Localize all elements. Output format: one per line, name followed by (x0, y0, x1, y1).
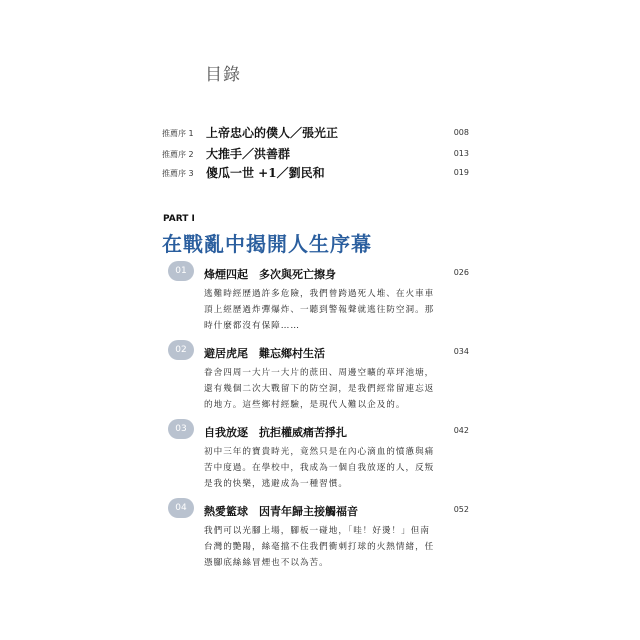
chapter-number-badge: 04 (168, 498, 194, 518)
chapter-page: 034 (453, 347, 469, 356)
chapter-title: 避居虎尾 難忘鄉村生活 (204, 347, 325, 360)
summary-line: 憑腳底絲絲冒煙也不以為苦。 (204, 558, 329, 568)
recommendation-page: 013 (453, 149, 469, 158)
chapter-page: 052 (453, 505, 469, 514)
summary-line: 台灣的艷陽，絲毫擋不住我們衝刺打球的火熱情緒，任 (204, 542, 435, 552)
chapter-page: 042 (453, 426, 469, 435)
recommendation-row (162, 145, 469, 163)
chapter-page: 026 (453, 268, 469, 277)
recommendation-page: 019 (453, 168, 469, 177)
recommendation-title: 大推手／洪善群 (206, 147, 291, 161)
recommendation-title: 上帝忠心的僕人／張光正 (206, 126, 339, 140)
summary-line: 的地方。這些鄉村經驗，是現代人難以企及的。 (204, 400, 406, 410)
summary-line: 還有幾個二次大戰留下的防空洞，是我們經常留連忘返 (204, 384, 435, 394)
recommendation-row (162, 124, 469, 142)
chapter-summary (204, 286, 469, 334)
chapter-summary (204, 365, 469, 413)
recommendation-title: 傻瓜一世 +1／劉民和 (206, 166, 325, 180)
summary-line: 頂上經歷過炸彈爆炸、一聽到警報聲就逃往防空洞。那 (204, 305, 435, 315)
summary-line: 我們可以光腳上場，腳板一碰地，「哇！好燙！」但南 (204, 526, 430, 536)
summary-line: 是我的快樂，逃避成為一種習慣。 (204, 479, 348, 489)
recommendation-label: 推薦序 2 (162, 150, 194, 159)
summary-line: 時什麼都沒有保障…… (204, 321, 300, 331)
summary-line: 初中三年的寶貴時光，竟然只是在內心滴血的憤懣與痛 (204, 447, 435, 457)
chapter-title: 烽煙四起 多次與死亡擦身 (204, 268, 336, 281)
summary-line: 逃難時經歷過許多危險，我們曾跨過死人堆、在火車車 (204, 289, 435, 299)
chapter-number-badge: 02 (168, 340, 194, 360)
page-title: 目錄 (205, 65, 241, 85)
chapter-title: 自我放逐 抗拒權威痛苦掙扎 (204, 426, 347, 439)
recommendation-page: 008 (453, 128, 469, 137)
summary-line: 眷舍四周一大片一大片的蔗田、周邊空曠的草坪池塘， (204, 368, 435, 378)
part-title: 在戰亂中揭開人生序幕 (162, 232, 372, 256)
summary-line: 苦中度過。在學校中，我成為一個自我放逐的人，反叛 (204, 463, 435, 473)
chapter-summary (204, 523, 469, 571)
recommendation-row (162, 164, 469, 182)
chapter-summary (204, 444, 469, 492)
recommendation-label: 推薦序 1 (162, 129, 194, 138)
recommendation-label: 推薦序 3 (162, 169, 194, 178)
part-label: PART I (163, 214, 195, 224)
chapter-number-badge: 01 (168, 261, 194, 281)
chapter-title: 熱愛籃球 因青年歸主接觸福音 (204, 505, 358, 518)
chapter-number-badge: 03 (168, 419, 194, 439)
